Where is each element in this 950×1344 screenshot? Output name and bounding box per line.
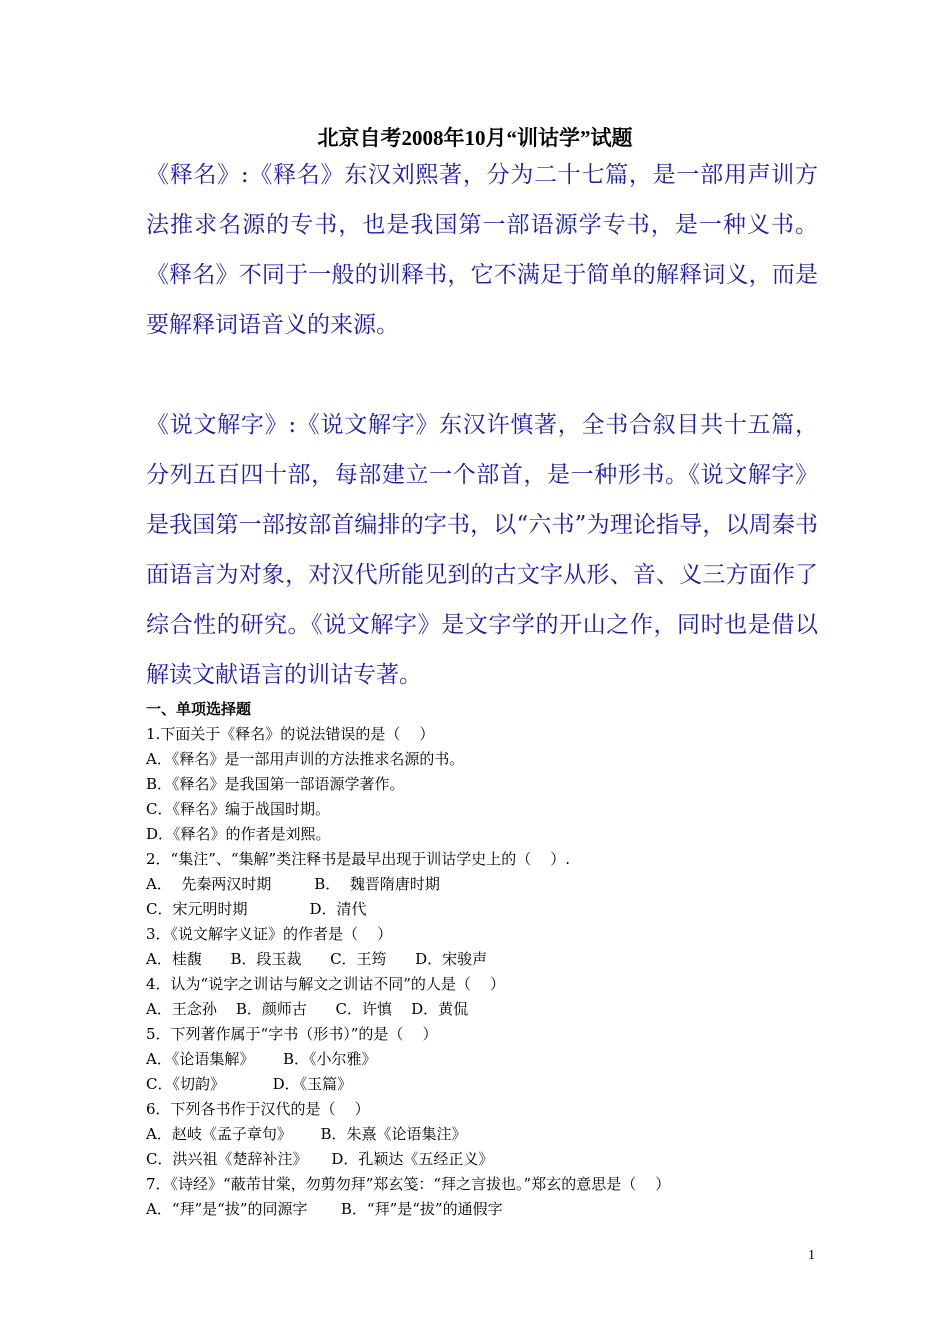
question-line: A．桂馥 B．段玉裁 C．王筠 D．宋骏声 bbox=[146, 950, 488, 968]
question-line: 2．“集注”、“集解”类注释书是最早出现于训诂学史上的（ ）. bbox=[146, 850, 571, 868]
question-line: A．赵岐《孟子章句》 B．朱熹《论语集注》 bbox=[146, 1125, 467, 1143]
question-line: A． 先秦两汉时期 B． 魏晋隋唐时期 bbox=[146, 875, 440, 893]
document-title: 北京自考2008年10月“训诂学”试题 bbox=[317, 126, 633, 150]
question-line: A．“拜”是“拔”的同源字 B．“拜”是“拔”的通假字 bbox=[146, 1200, 503, 1218]
page-number: 1 bbox=[808, 1248, 815, 1263]
question-line: 4．认为“说字之训诂与解文之训诂不同”的人是（ ） bbox=[146, 975, 505, 993]
question-line: C．洪兴祖《楚辞补注》 D．孔颖达《五经正义》 bbox=[146, 1150, 494, 1168]
question-section bbox=[146, 697, 826, 1222]
section-heading: 一、单项选择题 bbox=[146, 700, 252, 718]
question-line: C．《切韵》 D．《玉篇》 bbox=[146, 1075, 353, 1093]
question-line: C．宋元明时期 D．清代 bbox=[146, 900, 367, 918]
question-line: A．《论语集解》 B．《小尔雅》 bbox=[146, 1050, 377, 1068]
question-line: 3．《说文解字义证》的作者是（ ） bbox=[146, 925, 393, 943]
note-shiming: 《释名》:《释名》东汉刘熙著，分为二十七篇，是一部用声训方法推求名源的专书，也是我国第一部语源学专书，是一种义书。《释名》不同于一般的训释书，它不满足于简单的解释词义，而是要解释词语音义的来源。 bbox=[146, 162, 818, 338]
question-line: A．《释名》是一部用声训的方法推求名源的书。 bbox=[146, 750, 465, 768]
question-line: 1.下面关于《释名》的说法错误的是（ ） bbox=[146, 725, 435, 743]
question-line: 7．《诗经》“蔽芾甘棠，勿剪勿拜”郑玄笺：“拜之言拔也。”郑玄的意思是（ ） bbox=[146, 1175, 671, 1193]
question-line: D．《释名》的作者是刘熙。 bbox=[146, 825, 331, 843]
question-line: 6．下列各书作于汉代的是（ ） bbox=[146, 1100, 370, 1118]
question-line: 5．下列著作属于“字书（形书）”的是（ ） bbox=[146, 1025, 438, 1043]
note-shuowen: 《说文解字》:《说文解字》东汉许慎著，全书合叙目共十五篇，分列五百四十部，每部建立一个部首，是一种形书。《说文解字》是我国第一部按部首编排的字书，以“六书”为理论指导，以周秦书面语言为对象，对汉代所能见到的古文字从形、音、义三方面作了综合性的研究。《说文解字》是文字学的开山之作，同时也是借以解读文献语言的训诂专著。 bbox=[146, 412, 818, 688]
question-line: B．《释名》是我国第一部语源学著作。 bbox=[146, 775, 405, 793]
question-line: C．《释名》编于战国时期。 bbox=[146, 800, 330, 818]
question-line: A．王念孙 B．颜师古 C．许慎 D．黄侃 bbox=[146, 1000, 469, 1018]
